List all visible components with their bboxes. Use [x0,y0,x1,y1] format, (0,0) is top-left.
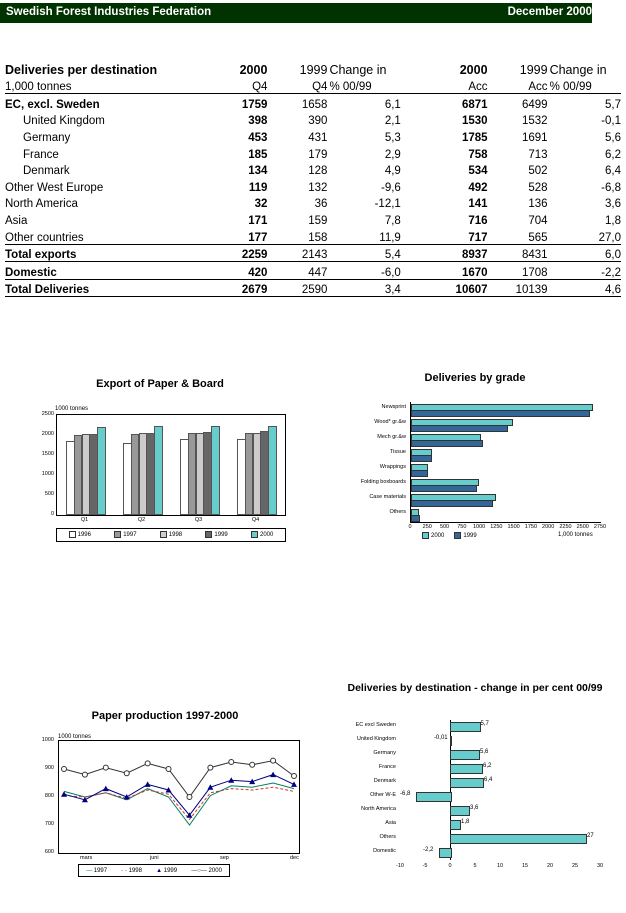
row-qchg: 2,1 [384,115,401,128]
bar [154,426,163,515]
x-tick: 15 [521,863,529,869]
category-label: Folding boxboards [360,479,406,485]
x-tick: Q4 [251,517,260,523]
table-row [5,227,621,244]
plot-area [56,414,286,516]
category-label: Asia [385,820,396,826]
table-title: Deliveries per destination [5,62,158,77]
row-q1999: 179 [308,148,328,161]
table-header-row-2 [5,77,621,94]
table-gap [401,144,425,161]
y-tick: 1000 [41,471,54,477]
row-a2000: 6871 [461,98,488,111]
row-qchg: 4,9 [384,165,401,178]
row-a2000: 716 [468,214,488,227]
legend-item: —○— 2000 [191,867,222,874]
x-tick: juni [150,855,159,861]
table-gap [401,279,425,297]
row-a1999: 704 [528,214,548,227]
header-q-change: Change in [329,62,387,77]
row-q1999: 159 [308,214,328,227]
row-q1999: 447 [267,262,327,280]
subheader-acc-change: % 00/99 [548,77,621,94]
table-gap [401,194,425,211]
row-a1999: 10139 [488,279,548,297]
row-a1999: 1691 [521,131,548,144]
row-q2000: 420 [205,262,267,280]
deliveries-table [5,60,621,297]
chart-ylabel: 1000 tonnes [58,734,92,740]
legend-item: 1999 [454,532,476,543]
row-achg: 4,6 [548,279,621,297]
row-a1999: 6499 [521,98,548,111]
chart-title: Paper production 1997-2000 [91,710,239,722]
row-a1999: 136 [528,198,548,211]
row-label: North America [5,198,78,211]
row-q1999: 2590 [267,279,327,297]
x-tick: -10 [396,863,404,869]
row-achg: 6,4 [605,165,621,178]
table-row [5,94,621,111]
row-a2000: 141 [468,198,488,211]
chart-legend [56,528,286,542]
chart-legend [422,532,500,543]
table-gap [401,161,425,178]
row-label: Other countries [5,227,205,244]
legend-item: 1999 [205,531,227,538]
plot-area [410,402,601,523]
bar [411,425,508,432]
x-tick: 0 [448,863,452,869]
bar [268,426,277,515]
category-label: Other W-E [370,792,396,798]
row-a2000: 1670 [425,262,487,280]
data-label: -0,01 [433,735,448,741]
row-label: Other West Europe [5,181,104,194]
bar [450,736,452,746]
row-q2000: 2259 [205,244,267,262]
plot-area [58,740,300,854]
row-achg: -0,1 [601,115,621,128]
legend-item: 1998 [160,531,182,538]
row-qchg: 2,9 [384,148,401,161]
chart-title: Export of Paper & Board [96,378,224,390]
x-tick: 500 [439,524,450,530]
row-q1999: 158 [267,227,327,244]
bar [439,848,452,858]
x-tick: 25 [571,863,579,869]
category-label: Tissue [390,449,406,455]
bar [450,778,484,788]
legend-item: 1996 [69,531,91,538]
x-tick: 2250 [559,524,572,530]
category-label: Wood* gr.&w [374,419,406,425]
chart-title: Deliveries by destination - change in per cent 00/99 [347,682,603,694]
subheader-q-2000: Q4 [205,77,267,94]
table-row [5,111,621,128]
bar [411,455,432,462]
row-achg: -2,2 [548,262,621,280]
category-label: North America [361,806,396,812]
row-a2000: 534 [468,165,488,178]
row-label: Germany [23,131,71,144]
header-acc-2000: 2000 [459,62,488,77]
table-row [5,262,621,280]
plot-area [400,720,600,860]
y-tick: 900 [44,765,54,771]
row-a1999: 565 [488,227,548,244]
table-row [5,144,621,161]
category-label: United Kingdom [356,736,396,742]
x-tick: 5 [473,863,477,869]
bar [411,440,483,447]
x-tick: Q1 [80,517,89,523]
row-q1999: 132 [308,181,328,194]
chart-title: Deliveries by grade [424,372,526,384]
bar [450,806,470,816]
x-tick: 2000 [542,524,555,530]
chart-ylabel: 1000 tonnes [55,406,89,412]
row-q2000: 32 [254,198,268,211]
row-a1999: 1708 [488,262,548,280]
chart-legend [78,864,230,877]
x-tick: dec [290,855,299,861]
row-achg: 3,6 [605,198,621,211]
row-qchg: -9,6 [380,181,401,194]
category-label: Wrappings [379,464,406,470]
legend-item: 2000 [251,531,273,538]
x-tick: mars [80,855,93,861]
x-tick: Q2 [137,517,146,523]
y-tick: 2000 [41,431,54,437]
table-unit: 1,000 tonnes [5,77,205,94]
row-a1999: 502 [528,165,548,178]
row-qchg: 6,1 [384,98,401,111]
x-tick: 0 [408,524,412,530]
row-qchg: 11,9 [327,227,400,244]
row-q2000: 134 [248,165,268,178]
y-tick: 1500 [41,451,54,457]
data-label: 27 [587,833,594,839]
row-a2000: 717 [425,227,487,244]
subheader-acc-2000: Acc [425,77,487,94]
row-qchg: -6,0 [327,262,400,280]
row-label: France [23,148,59,161]
table-row [5,127,621,144]
row-q2000: 453 [248,131,268,144]
x-tick: 1500 [507,524,520,530]
table-gap [401,244,425,262]
row-qchg: 5,4 [327,244,400,262]
row-a2000: 1530 [461,115,488,128]
bar [411,500,493,507]
subheader-q-change: % 00/99 [327,77,400,94]
x-tick: 30 [596,863,604,869]
data-label: 5,7 [480,721,489,727]
x-tick: 750 [457,524,467,530]
chart-deliveries-destination-change [330,682,620,897]
bar [450,820,461,830]
data-label: 5,6 [480,749,489,755]
row-achg: -6,8 [601,181,621,194]
x-tick: 1750 [524,524,538,530]
page-title: Swedish Forest Industries Federation [6,6,212,18]
data-label: -2,2 [423,847,434,853]
row-label: Total Deliveries [5,279,205,297]
y-tick: 800 [44,793,54,799]
x-tick: 1000 [472,524,486,530]
row-qchg: 3,4 [327,279,400,297]
row-a1999: 8431 [488,244,548,262]
y-tick: 500 [44,491,54,497]
line-chart-svg [59,741,299,853]
row-label: Asia [5,214,28,227]
header-date: December 2000 [507,6,592,18]
data-label: 6,4 [484,777,493,783]
category-label: Others [389,509,406,515]
bar [450,722,481,732]
table-gap [401,127,425,144]
row-a2000: 1785 [461,131,488,144]
header-q-2000: 2000 [239,62,268,77]
legend-item: ▲ 1999 [156,867,178,874]
bar [411,485,477,492]
bar [450,750,480,760]
x-tick: sep [220,855,229,861]
table-row [5,244,621,262]
category-label: Domestic [373,848,396,854]
row-q2000: 398 [248,115,268,128]
bar [97,427,106,515]
row-a2000: 10607 [425,279,487,297]
header-spacer [592,3,626,23]
row-achg: 5,6 [605,131,621,144]
row-achg: 5,7 [605,98,621,111]
x-tick: -5 [422,863,428,869]
y-tick: 0 [50,511,54,517]
x-tick: 1250 [490,524,503,530]
row-a1999: 528 [528,181,548,194]
category-label: EC excl Sweden [355,722,396,728]
row-q2000: 185 [248,148,268,161]
category-label: Mech gr.&w [377,434,406,440]
bar [411,470,428,477]
data-label: -6,8 [400,791,411,797]
table-gap [401,77,425,94]
table-gap [401,111,425,128]
chart-deliveries-by-grade [330,372,620,572]
row-q1999: 431 [308,131,328,144]
header-q-1999: 1999 [299,62,328,77]
row-qchg: 7,8 [384,214,401,227]
row-qchg: 5,3 [384,131,401,144]
y-tick: 700 [44,821,54,827]
table-row [5,210,621,227]
table-gap [401,227,425,244]
x-tick: 250 [422,524,432,530]
row-achg: 6,2 [605,148,621,161]
row-q1999: 390 [308,115,328,128]
category-label: Case materials [369,494,406,500]
category-label: France [378,764,396,770]
category-label: Germany [373,750,396,756]
x-tick: 20 [546,863,554,869]
page-header [0,3,626,23]
row-a1999: 1532 [521,115,548,128]
chart-xlabel: 1,000 tonnes [558,532,593,538]
data-label: 6,2 [483,763,492,769]
header-acc-change: Change in [549,62,607,77]
chart-export-paper-board [20,378,300,568]
table-gap [401,210,425,227]
category-label: Newsprint [381,404,406,410]
row-q1999: 36 [314,198,328,211]
table-gap [401,262,425,280]
row-a2000: 758 [468,148,488,161]
bar [411,410,590,417]
row-q2000: 2679 [205,279,267,297]
row-q2000: 177 [205,227,267,244]
bar [450,834,587,844]
header-acc-1999: 1999 [519,62,548,77]
legend-item: - - 1998 [121,867,142,874]
row-label: Domestic [5,262,205,280]
bar [450,764,483,774]
table-row [5,177,621,194]
row-q2000: 1759 [241,98,268,111]
legend-item: 2000 [422,532,444,543]
chart-paper-production [20,710,310,900]
bar [211,426,220,515]
row-label: EC, excl. Sweden [5,98,100,111]
category-label: Denmark [373,778,396,784]
row-achg: 27,0 [548,227,621,244]
row-a2000: 492 [468,181,488,194]
table-gap [401,60,425,77]
table-row [5,279,621,297]
x-tick: 2500 [576,524,589,530]
table-gap [401,94,425,111]
row-a1999: 713 [528,148,548,161]
row-label: Total exports [5,244,205,262]
legend-item: 1997 [114,531,136,538]
table-gap [401,177,425,194]
row-achg: 6,0 [548,244,621,262]
row-q2000: 171 [248,214,268,227]
bar [416,792,452,802]
data-label: 1,8 [461,819,470,825]
row-label: United Kingdom [23,115,105,128]
y-tick: 600 [44,849,54,855]
legend-item: — 1997 [86,867,108,874]
x-tick: 2750 [593,524,607,530]
subheader-q-1999: Q4 [267,77,327,94]
row-a2000: 8937 [425,244,487,262]
table-row [5,194,621,211]
data-label: 3,6 [470,805,479,811]
x-tick: 10 [496,863,504,869]
row-q1999: 128 [308,165,328,178]
table-header-row-1 [5,60,621,77]
row-qchg: -12,1 [374,198,401,211]
row-q1999: 2143 [267,244,327,262]
table-row [5,161,621,178]
x-tick: Q3 [194,517,203,523]
bar [411,515,420,522]
row-achg: 1,8 [605,214,621,227]
row-label: Denmark [23,165,70,178]
y-tick: 1000 [41,737,54,743]
row-q1999: 1658 [301,98,328,111]
category-label: Others [379,834,396,840]
y-tick: 2500 [41,411,54,417]
subheader-acc-1999: Acc [488,77,548,94]
row-q2000: 119 [248,181,268,194]
